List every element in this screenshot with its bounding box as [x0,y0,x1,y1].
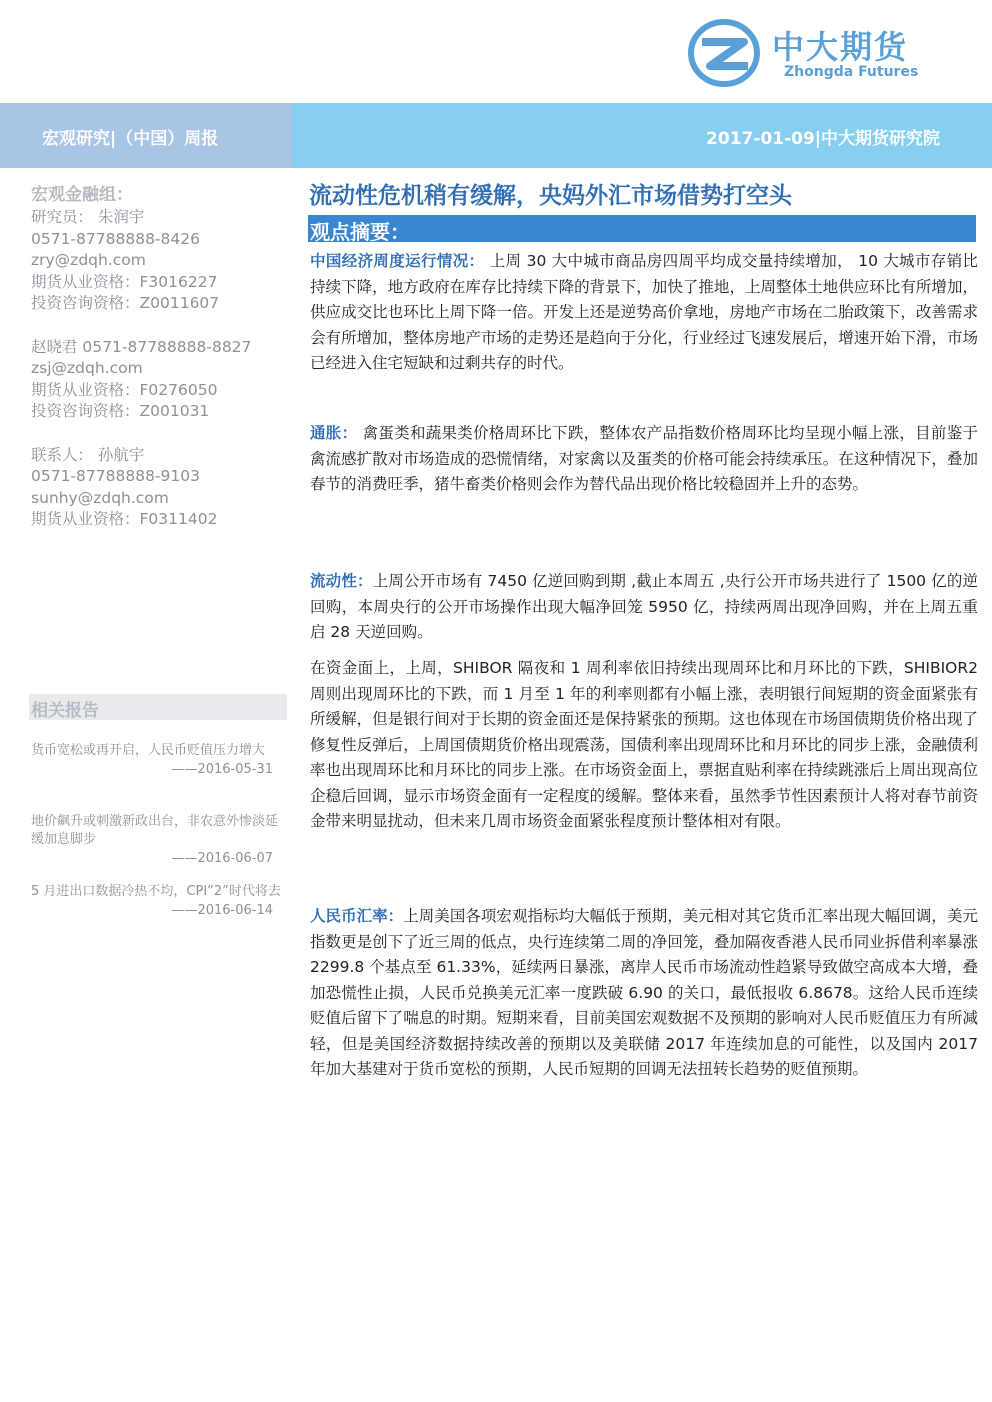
sidebar-contacts [31,180,286,531]
logo-name-en: Zhongda Futures [784,64,919,80]
phone: 0571-87788888-9103 [31,467,200,485]
paragraph-inflation [310,421,978,498]
phone: 0571-87788888-8426 [31,229,200,248]
futures-license: 期货从业资格：F3016227 [31,272,218,291]
paragraph-money-market [310,656,978,835]
paragraph-economy [310,249,978,377]
group-title: 宏观金融组： [31,185,133,205]
related-report-item[interactable] [31,883,289,918]
related-report-title[interactable]: 5 月进出口数据冷热不均，CPI”2”时代将去 [31,884,281,899]
contact-block [31,337,286,423]
related-report-item[interactable] [31,813,289,866]
related-reports-title: 相关报告 [31,701,99,721]
paragraph-liquidity [310,569,978,646]
contact-block [31,207,286,315]
researcher-name: 研究员： 朱润宇 [31,208,145,226]
logo-emblem-icon [688,18,764,88]
paragraph-body: 上周 30 大中城市商品房四周平均成交量持续增加， 10 大城市存销比持续下降，地方政府在库存比持续下降的背景下，加快了推地，上周整体土地供应环比有所增加，供应成交比也环比上周下降一倍。开发上还是逆势高价拿地，房地产市场在二胎政策下，改善需求会有所增加，整体房地产市场的走势还是趋向于分化，行业经过飞速发展后，增速开始下滑，市场已经进入住宅短缺和过剩共存的时代。 [310,252,978,372]
advisory-license: 投资咨询资格：Z0011607 [31,294,220,312]
related-report-date: ——2016-06-07 [171,851,273,866]
related-report-date: ——2016-06-14 [171,903,273,918]
paragraph-rmb [310,904,978,1083]
futures-license: 期货从业资格：F0311402 [31,510,218,528]
related-report-title[interactable]: 地价飙升或刺激新政出台，非农意外惨淡延缓加息脚步 [31,814,279,847]
email[interactable]: zsj@zdqh.com [31,359,143,377]
report-type: 宏观研究|（中国）周报 [42,129,219,149]
email[interactable]: sunhy@zdqh.com [31,488,169,507]
paragraph-body: 上周公开市场有 7450 亿逆回购到期 ,截止本周五 ,央行公开市场共进行了 1500 亿的逆回购，本周央行的公开市场操作出现大幅净回笼 5950 亿，持续两周出现净回购，并在上周五重启 28 天逆回购。 [310,572,978,641]
paragraph-body: 上周美国各项宏观指标均大幅低于预期，美元相对其它货币汇率出现大幅回调，美元指数更是创下了近三周的低点，央行连续第二周的净回笼，叠加隔夜香港人民币同业拆借利率暴涨 2299.8 个基点至 61.33%，延续两日暴涨，离岸人民币市场流动性趋紧导致做空高成本大增，叠加恐慌性止损，人民币兑换美元汇率一度跌破 6.90 的关口，最低报收 6.8678。这给人民币连续贬值后留下了喘息的时期。短期来看，目前美国宏观数据不及预期的影响对人民币贬值压力有所减轻，但是美国经济数据持续改善的预期以及美联储 2017 年连续加息的可能性，以及国内 2017 年加大基建对于货币宽松的预期，人民币短期的回调无法扭转长趋势的贬值预期。 [310,907,978,1078]
paragraph-body: 禽蛋类和蔬果类价格周环比下跌，整体农产品指数价格周环比均呈现小幅上涨，目前鉴于禽流感扩散对市场造成的恐慌情绪，对家禽以及蛋类的价格可能会持续承压。在这种情况下，叠加春节的消费旺季，猪牛畜类价格则会作为替代品出现价格比较稳固并上升的态势。 [310,424,978,493]
paragraph-lead: 中国经济周度运行情况： [310,252,485,270]
paragraph-lead: 人民币汇率： [310,907,404,925]
paragraph-lead: 通胀： [310,424,358,442]
report-title: 流动性危机稍有缓解，央妈外汇市场借势打空头 [309,183,792,209]
contact-block [31,445,286,531]
company-logo [688,18,948,88]
related-report-date: ——2016-05-31 [171,762,273,777]
summary-label: 观点摘要： [310,220,410,244]
contact-person: 联系人： 孙航宇 [31,445,145,464]
advisory-license: 投资咨询资格：Z001031 [31,402,210,420]
futures-license: 期货从业资格：F0276050 [31,380,218,399]
related-report-title[interactable]: 货币宽松或再开启，人民币贬值压力增大 [31,743,266,758]
paragraph-lead: 流动性： [310,572,373,590]
logo-name-cn: 中大期货 [772,28,909,66]
researcher-name: 赵晓君 0571-87788888-8827 [31,337,252,356]
paragraph-body: 在资金面上，上周，SHIBOR 隔夜和 1 周利率依旧持续出现周环比和月环比的下跌，SHIBIOR2 周则出现周环比的下跌，而 1 月至 1 年的利率则都有小幅上涨，表明银行间短期的资金面紧张有所缓解，但是银行间对于长期的资金面还是保持紧张的预期。这也体现在市场国债期货价格出现了修复性反弹后，上周国债期货价格出现震荡，国债利率出现周环比和月环比的同步上涨，金融债利率也出现周环比和月环比的同步上涨。在市场资金面上，票据直贴利率在持续跳涨后上周出现高位企稳后回调，显示市场资金面有一定程度的缓解。整体来看，虽然季节性因素预计人将对春节前资金带来明显扰动，但未来几周市场资金面紧张程度预计整体相对有限。 [310,659,978,830]
related-report-item[interactable] [31,742,289,777]
email[interactable]: zry@zdqh.com [31,251,146,269]
report-date-source: 2017-01-09|中大期货研究院 [706,129,940,149]
